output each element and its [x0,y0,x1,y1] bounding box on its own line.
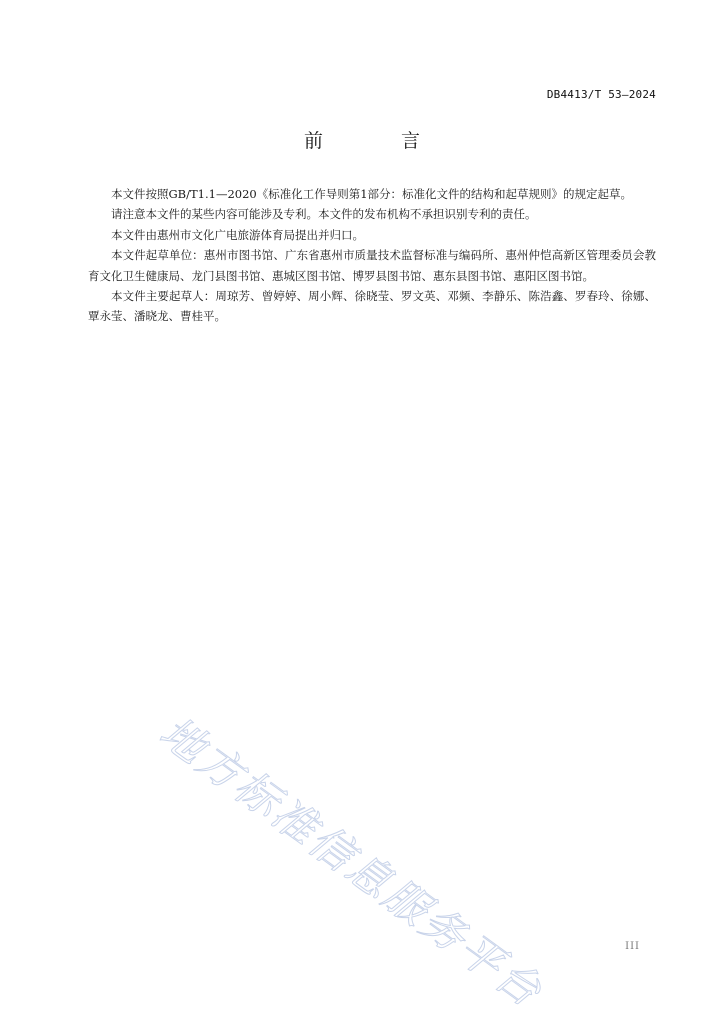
page-number: III [625,941,640,952]
paragraph-drafting-units: 本文件起草单位：惠州市图书馆、广东省惠州市质量技术监督标准与编码所、惠州仲恺高新区管理委员会教育文化卫生健康局、龙门县图书馆、惠城区图书馆、博罗县图书馆、惠东县图书馆、惠阳区图书馆。 [88,248,656,283]
watermark: 地方标准信息服务平台 [150,707,552,1019]
paragraph-main-drafters: 本文件主要起草人：周琼芳、曾婷婷、周小辉、徐晓莹、罗文英、邓频、李静乐、陈浩鑫、罗春玲、徐娜、覃永莹、潘晓龙、曹桂平。 [88,289,656,324]
page-title: 前 言 [303,130,457,152]
foreword-body [88,184,656,327]
document-code: DB4413/T 53—2024 [546,88,656,101]
paragraph-drafting-rules: 本文件按照GB/T1.1—2020《标准化工作导则第1部分：标准化文件的结构和起草规则》的规定起草。 [111,187,633,201]
paragraph-patent-notice: 请注意本文件的某些内容可能涉及专利。本文件的发布机构不承担识别专利的责任。 [111,207,537,222]
paragraph-proposer: 本文件由惠州市文化广电旅游体育局提出并归口。 [111,227,364,242]
